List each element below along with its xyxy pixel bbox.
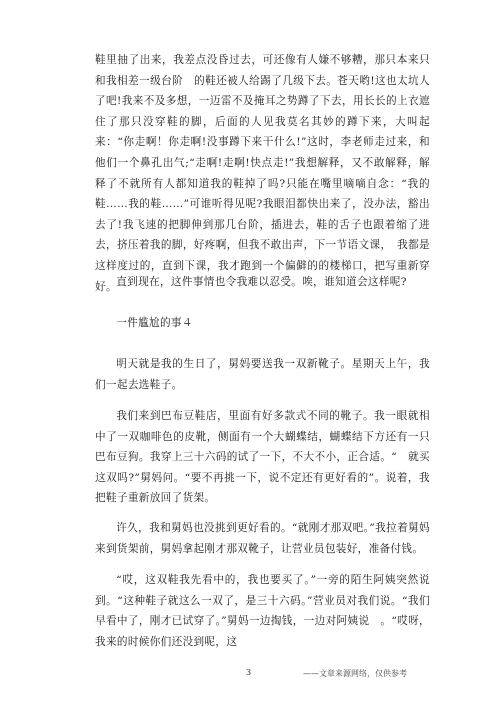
paragraph: “哎，这双鞋我先看中的，我也要买了。”一旁的陌生阿姨突然说到。“这种鞋子就这么一双了，是三十六码。”营业员对我们说。“我们早看中了，刚才已试穿了。”舅妈一边掏钱，一边对阿姨说 。“哎呀，我来的时候你们还没到呢，这 [95,574,430,648]
paragraph: 我们来到巴布豆鞋店，里面有好多款式不同的靴子。我一眼就相中了一双咖啡色的皮靴，侧面有一个大蝴蝶结，蝴蝶结下方还有一只巴布豆狗。我穿上三十六码的试了一下，不大不小，正合适。“ 就买这双吗?”舅妈问。“要不再挑一下，说不定还有更好看的”。说着，我把鞋子重新放回了货架。 [95,410,430,505]
paragraph: 明天就是我的生日了，舅妈要送我一双新靴子。星期天上午，我们一起去选鞋子。 [95,358,430,391]
paragraph: 许久，我和舅妈也没挑到更好看的。“就刚才那双吧。”我拉着舅妈来到货架前，舅妈拿起刚才那双靴子，让营业员包装好，准备付钱。 [95,522,430,555]
footer-note: ——文章来源网络，仅供参考 [303,669,407,678]
page-number: 3 [246,668,252,677]
section-heading: 一件尴尬的事４ [116,317,193,329]
paragraph: 直到现在，这件事情也令我难以忍受。唉，谁知道会这样呢? [116,276,407,288]
paragraph: 鞋里抽了出来，我差点没昏过去，可还像有人嫌不够糟，那只本来只和我相差一级台阶 的鞋还被人给踢了几级下去。苍天哟!这也太坑人了吧!我来不及多想，一迈雷不及掩耳之势蹲了下去，用长长的上衣遮住了那只没穿鞋的脚，后面的人见我莫名其妙的蹲下来，大叫起来：“你走啊！你走啊!没事蹲下来干什么!”这时，李老师走过来，和他们一个鼻孔出气;“走啊!走啊!快点走!”我想解释，又不敢解释，解释了不就所有人都知道我的鞋掉了吗?只能在嘴里嘀嘀自念：“我的鞋……我的鞋……”可谁听得见呢?我眼泪都快出来了，没办法，豁出去了!我飞速的把脚伸到那几台阶，插进去，鞋的舌子也跟着缩了进去，挤压着我的脚，好疼啊，但我不敢出声，下一节语文课， 我都是这样度过的，直到下课，我才跑到一个偏僻的的楼梯口，把写重新穿好。 [95,54,430,293]
